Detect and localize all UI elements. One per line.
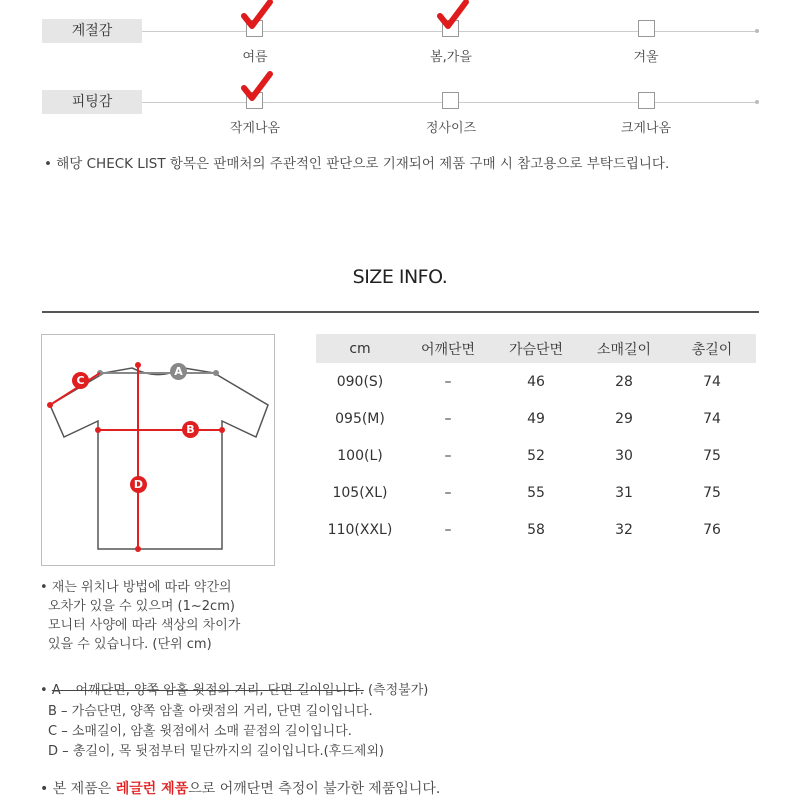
shoulder-cell: – bbox=[444, 373, 452, 390]
marker-d: D bbox=[130, 476, 147, 493]
marker-a: A bbox=[170, 363, 187, 380]
fit-track-end-dot bbox=[755, 100, 759, 104]
option-true-size: 정사이즈 bbox=[425, 121, 477, 136]
table-row bbox=[316, 363, 756, 400]
desc-b: B – 가슴단면, 양쪽 암홀 아랫점의 거리, 단면 길이입니다. bbox=[48, 704, 373, 719]
desc-d: D – 총길이, 목 뒷점부터 밑단까지의 길이입니다.(후드제외) bbox=[48, 744, 384, 759]
season-label: 계절감 bbox=[42, 19, 142, 43]
size-cell: 100(L) bbox=[337, 447, 383, 464]
option-summer: 여름 bbox=[242, 50, 268, 65]
length-cell: 75 bbox=[703, 447, 721, 464]
option-spring-fall: 봄,가을 bbox=[430, 50, 472, 65]
desc-a-suffix: (측정불가) bbox=[363, 683, 429, 698]
sleeve-cell: 30 bbox=[615, 447, 633, 464]
shoulder-cell: – bbox=[444, 410, 452, 427]
checklist-note: • 해당 CHECK LIST 항목은 판매처의 주관적인 판단으로 기재되어 제품 구매 시 참고용으로 부탁드립니다. bbox=[44, 156, 670, 172]
desc-c: C – 소매길이, 암홀 윗점에서 소매 끝점의 길이입니다. bbox=[48, 724, 352, 739]
season-track-end-dot bbox=[755, 29, 759, 33]
measurement-note-line: • 재는 위치나 방법에 따라 약간의 bbox=[40, 580, 232, 595]
header-chest: 가슴단면 bbox=[492, 334, 580, 363]
header-shoulder: 어깨단면 bbox=[404, 334, 492, 363]
table-header-row bbox=[316, 334, 756, 363]
option-runs-large: 크게나옴 bbox=[620, 121, 672, 136]
chest-cell: 49 bbox=[527, 410, 545, 427]
raglan-note-highlight: 레글런 제품 bbox=[115, 781, 189, 797]
header-length: 총길이 bbox=[668, 334, 756, 363]
size-table bbox=[316, 334, 756, 548]
tshirt-diagram bbox=[41, 334, 275, 566]
shoulder-cell: – bbox=[444, 484, 452, 501]
checkmark-icon bbox=[238, 70, 274, 106]
sleeve-cell: 28 bbox=[615, 373, 633, 390]
tshirt-outline-icon bbox=[42, 335, 274, 565]
shoulder-cell: – bbox=[444, 521, 452, 538]
section-divider bbox=[42, 311, 759, 313]
checkmark-icon bbox=[434, 0, 470, 34]
length-cell: 74 bbox=[703, 410, 721, 427]
option-runs-small: 작게나옴 bbox=[229, 121, 281, 136]
raglan-note-prefix: • 본 제품은 bbox=[40, 781, 116, 797]
table-row bbox=[316, 400, 756, 437]
desc-a: • A – 어깨단면, 양쪽 암홀 윗점의 거리, 단면 길이입니다. (측정불가) bbox=[40, 683, 429, 698]
header-cm: cm bbox=[316, 334, 404, 363]
sleeve-cell: 31 bbox=[615, 484, 633, 501]
table-row bbox=[316, 511, 756, 548]
sleeve-cell: 29 bbox=[615, 410, 633, 427]
measurement-note bbox=[40, 578, 240, 654]
checkbox-runs-large[interactable] bbox=[638, 92, 655, 109]
table-row bbox=[316, 437, 756, 474]
length-cell: 74 bbox=[703, 373, 721, 390]
sleeve-cell: 32 bbox=[615, 521, 633, 538]
header-sleeve: 소매길이 bbox=[580, 334, 668, 363]
size-cell: 105(XL) bbox=[332, 484, 388, 501]
measurement-note-line: 모니터 사양에 따라 색상의 차이가 bbox=[48, 618, 241, 633]
marker-c: C bbox=[72, 372, 89, 389]
length-cell: 75 bbox=[703, 484, 721, 501]
raglan-note-suffix: 으로 어깨단면 측정이 불가한 제품입니다. bbox=[188, 781, 441, 797]
chest-cell: 55 bbox=[527, 484, 545, 501]
measurement-note-line: 있을 수 있습니다. (단위 cm) bbox=[48, 637, 212, 652]
fit-label: 피팅감 bbox=[42, 90, 142, 114]
size-cell: 095(M) bbox=[335, 410, 385, 427]
chest-cell: 46 bbox=[527, 373, 545, 390]
size-cell: 090(S) bbox=[336, 373, 384, 390]
marker-b: B bbox=[182, 421, 199, 438]
chest-cell: 58 bbox=[527, 521, 545, 538]
length-cell: 76 bbox=[703, 521, 721, 538]
option-winter: 겨울 bbox=[633, 50, 659, 65]
size-cell: 110(XXL) bbox=[327, 521, 393, 538]
measurement-note-line: 오차가 있을 수 있으며 (1~2cm) bbox=[48, 599, 235, 614]
checkbox-winter[interactable] bbox=[638, 20, 655, 37]
shoulder-cell: – bbox=[444, 447, 452, 464]
checkmark-icon bbox=[238, 0, 274, 34]
size-info-title: SIZE INFO. bbox=[352, 266, 448, 288]
table-row bbox=[316, 474, 756, 511]
chest-cell: 52 bbox=[527, 447, 545, 464]
checkbox-true-size[interactable] bbox=[442, 92, 459, 109]
raglan-note bbox=[40, 778, 440, 798]
desc-a-struck: A – 어깨단면, 양쪽 암홀 윗점의 거리, 단면 길이입니다. bbox=[51, 683, 364, 698]
